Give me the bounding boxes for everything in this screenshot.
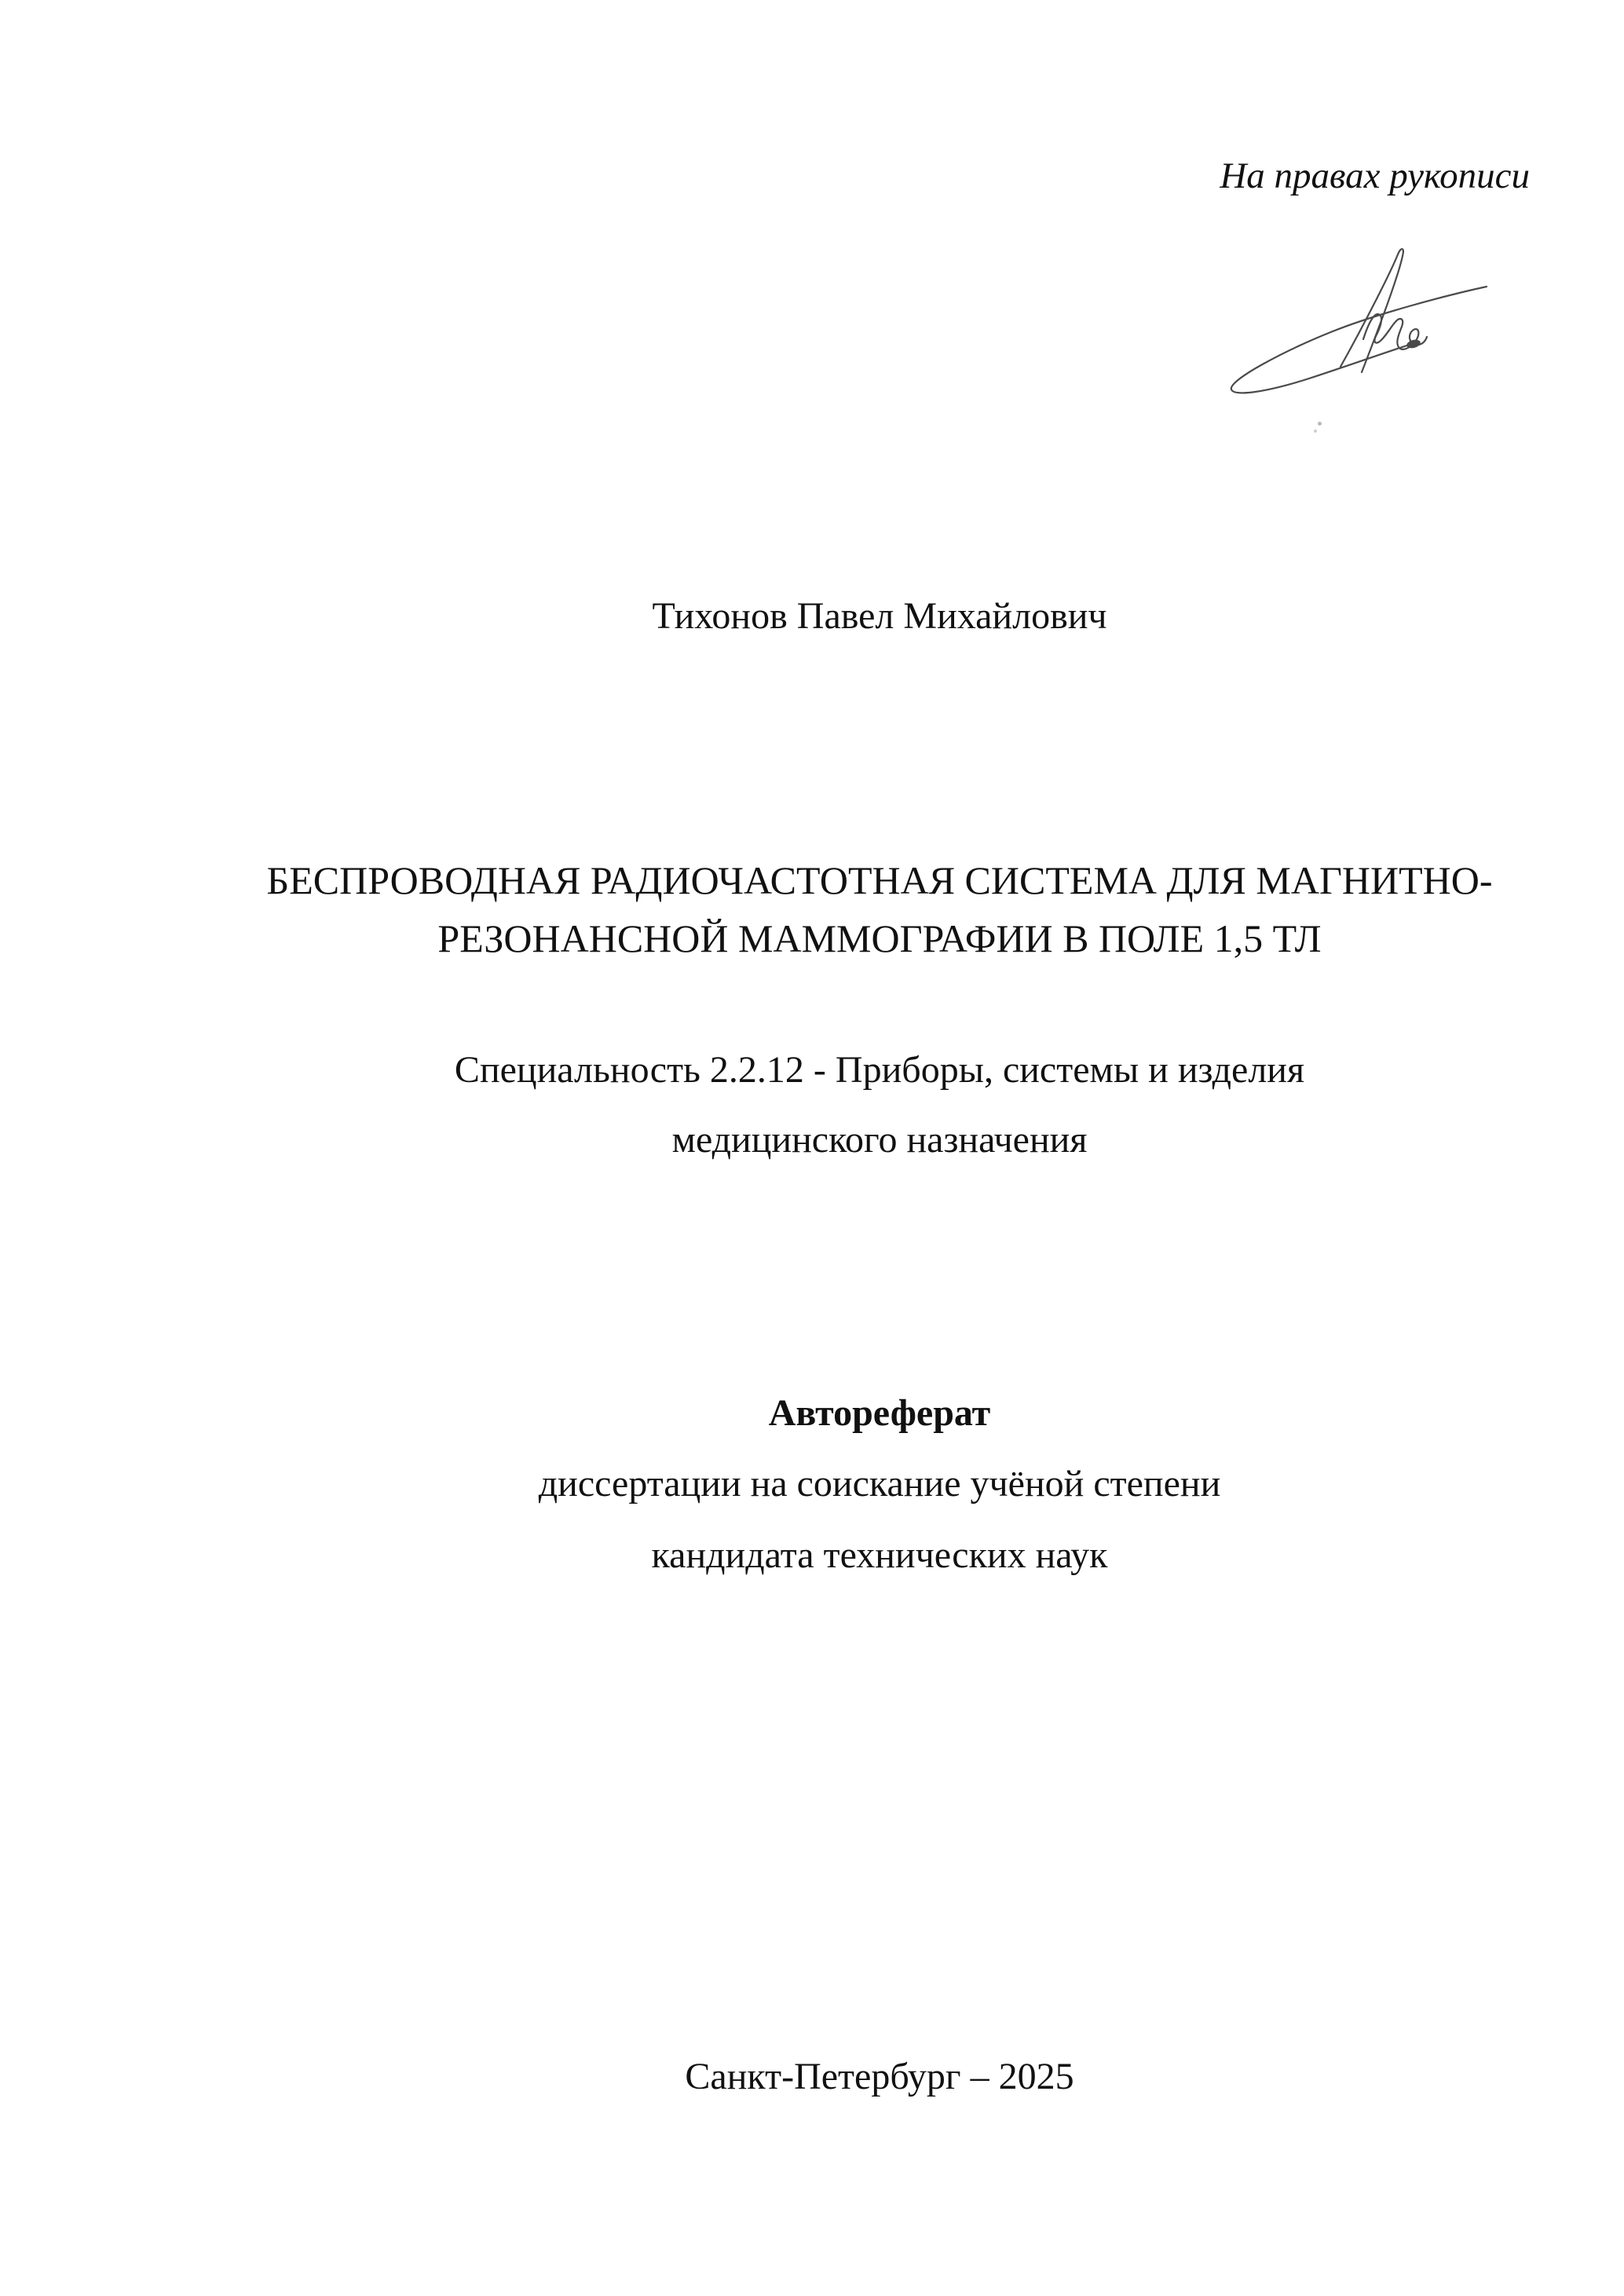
specialty-line1: Специальность 2.2.12 - Приборы, системы и изделия: [454, 1049, 1305, 1091]
ink-speck: [1318, 422, 1322, 426]
ink-speck: [1314, 430, 1317, 433]
document-type-heading: Автореферат: [768, 1392, 991, 1434]
dissertation-title-line2: РЕЗОНАНСНОЙ МАММОГРАФИИ В ПОЛЕ 1,5 ТЛ: [437, 916, 1322, 960]
dissertation-title-line1: БЕСПРОВОДНАЯ РАДИОЧАСТОТНАЯ СИСТЕМА ДЛЯ МАГНИТНО-: [266, 858, 1493, 902]
handwritten-signature-icon: [1227, 245, 1494, 402]
degree-pursuit-line2: кандидата технических наук: [651, 1534, 1108, 1576]
manuscript-rights-note: На правах рукописи: [1220, 155, 1530, 196]
degree-pursuit-line1: диссертации на соискание учёной степени: [538, 1463, 1221, 1504]
specialty-line2: медицинского назначения: [671, 1119, 1088, 1161]
dissertation-title: [135, 851, 1624, 967]
author-name: Тихонов Павел Михайлович: [652, 595, 1107, 637]
city-and-year: Санкт-Петербург – 2025: [685, 2056, 1074, 2097]
